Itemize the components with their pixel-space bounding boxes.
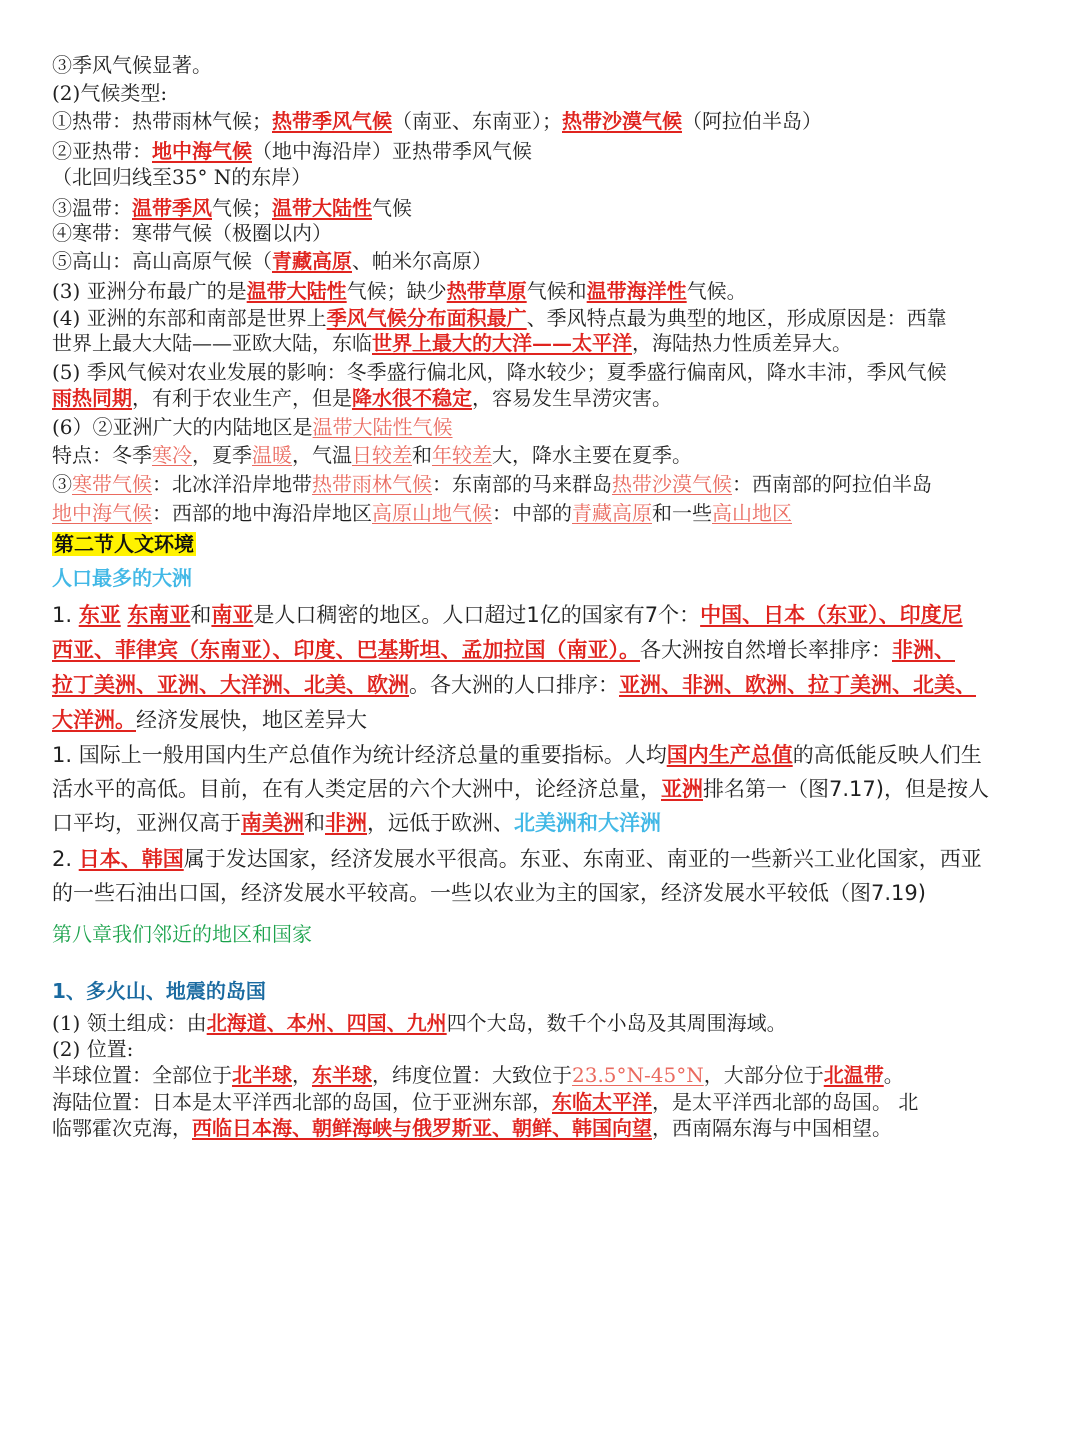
japan-line-5	[52, 1115, 892, 1141]
text: (5) 季风气候对农业发展的影响：冬季盛行偏北风，降水较少；夏季盛行偏南风，降水丰沛，季风气候	[52, 360, 947, 384]
text: ，是太平洋西北部的岛国。 北	[652, 1090, 919, 1114]
highlight: 23.5°N-45°N	[572, 1063, 704, 1087]
text: 。各大洲的人口排序：	[409, 673, 619, 697]
highlight: 南美洲	[241, 811, 304, 835]
highlight: 日较差	[352, 443, 412, 467]
climate-line-7	[52, 220, 332, 246]
highlight: 大洋洲。	[52, 708, 136, 732]
highlight: 东半球	[312, 1063, 372, 1087]
text: 世界上最大大陆——亚欧大陆，东临	[52, 331, 372, 355]
climate-line-8	[52, 248, 492, 274]
text: （南亚、东南亚）；	[392, 109, 562, 133]
text: 气候；	[212, 196, 272, 220]
text: 1.	[52, 603, 79, 627]
text: ，	[292, 1063, 312, 1087]
highlight: 寒冷	[152, 443, 192, 467]
climate-line-6	[52, 195, 412, 221]
highlight: 拉丁美洲、亚洲、大洋洲、北美、欧洲	[52, 673, 409, 697]
highlight: 季风气候分布面积最广	[326, 306, 527, 330]
highlight: 高山地区	[712, 501, 792, 525]
highlight: 南亚	[211, 603, 254, 627]
text: ：西部的地中海沿岸地区	[152, 501, 372, 525]
highlight: 青藏高原	[272, 249, 352, 273]
climate-line-5	[52, 164, 311, 190]
text: ④寒带：寒带气候（极圈以内）	[52, 221, 332, 245]
highlight: 高原山地气候	[372, 501, 492, 525]
climate-line-15	[52, 442, 692, 468]
text: 气候；缺少	[346, 279, 447, 303]
climate-line-1	[52, 52, 212, 78]
text: ，夏季	[192, 443, 252, 467]
highlight: 温带大陆性气候	[312, 415, 453, 439]
japan-line-1	[52, 1010, 787, 1036]
chapter-subtitle: 1、多火山、地震的岛国	[52, 979, 266, 1003]
climate-line-3	[52, 108, 822, 134]
text: （地中海沿岸）亚热带季风气候	[252, 139, 532, 163]
text: （北回归线至35° N的东岸）	[52, 165, 312, 189]
text: (6）②亚洲广大的内陆地区是	[52, 415, 313, 439]
text: 海陆位置：日本是太平洋西北部的岛国，位于亚洲东部，	[52, 1090, 552, 1114]
text: 的一些石油出口国，经济发展水平较高。一些以农业为主的国家，经济发展水平较低（图7.19)	[52, 881, 926, 905]
highlight: 热带季风气候	[272, 109, 392, 133]
highlight: 热带草原	[446, 279, 527, 303]
text: 和	[304, 811, 325, 835]
highlight: 青藏高原	[572, 501, 652, 525]
text: 和	[190, 603, 212, 627]
climate-line-12	[52, 359, 947, 385]
text: (1) 领土组成：由	[52, 1011, 207, 1035]
climate-line-14	[52, 414, 453, 440]
highlight: 中国、日本（东亚）、印度尼	[700, 603, 963, 627]
text: 和一些	[652, 501, 712, 525]
text: 四个大岛，数千个小岛及其周围海域。	[446, 1011, 787, 1035]
highlight: 温带季风	[132, 196, 212, 220]
climate-line-11	[52, 330, 852, 356]
highlight: 寒带气候	[72, 472, 152, 496]
economy-line-3	[52, 806, 661, 840]
highlight: 热带沙漠气候	[612, 472, 732, 496]
highlight-cyan: 北美洲和大洋洲	[514, 811, 661, 835]
text: 各大洲按自然增长率排序：	[640, 638, 892, 662]
climate-line-16	[52, 471, 932, 497]
text: 气候。	[686, 279, 747, 303]
text: 的高低能反映人们生	[792, 743, 982, 767]
text: 、帕米尔高原）	[352, 249, 492, 273]
section2-subtitle-line	[52, 565, 192, 591]
text: 半球位置：全部位于	[52, 1063, 232, 1087]
text: 和	[412, 443, 432, 467]
text: ：东南部的马来群岛	[432, 472, 612, 496]
chapter8-subtitle-line	[52, 977, 266, 1005]
text: ，有利于农业生产，但是	[132, 386, 352, 410]
japan-line-3	[52, 1062, 904, 1088]
text: 特点：冬季	[52, 443, 152, 467]
highlight: 热带沙漠气候	[562, 109, 682, 133]
highlight: 东南亚	[127, 603, 191, 627]
highlight: 温暖	[252, 443, 292, 467]
text: 1. 国际上一般用国内生产总值作为统计经济总量的重要指标。人均	[52, 743, 667, 767]
economy-line-4	[52, 842, 982, 876]
highlight: 日本、韩国	[78, 847, 184, 871]
text: （阿拉伯半岛）	[682, 109, 822, 133]
text: ：西南部的阿拉伯半岛	[732, 472, 932, 496]
text: ⑤高山：高山高原气候（	[52, 249, 272, 273]
chapter-title: 第八章我们邻近的地区和国家	[52, 922, 312, 946]
text: 活水平的高低。目前，在有人类定居的六个大洲中，论经济总量，	[52, 777, 661, 801]
text: ，纬度位置：大致位于	[372, 1063, 572, 1087]
highlight: 地中海气候	[152, 139, 252, 163]
economy-line-2	[52, 772, 989, 806]
text: 。	[883, 1063, 904, 1087]
highlight: 亚洲	[661, 777, 703, 801]
text: (3) 亚洲分布最广的是	[52, 279, 247, 303]
text: 临鄂霍次克海，	[52, 1116, 192, 1140]
highlight: 世界上最大的大洋——太平洋	[372, 331, 632, 355]
highlight: 温带大陆性	[246, 279, 347, 303]
text: ，气温	[292, 443, 352, 467]
japan-line-4	[52, 1089, 918, 1115]
text: 、季风特点最为典型的地区，形成原因是：西靠	[526, 306, 947, 330]
climate-line-2	[52, 80, 167, 106]
text: 气候和	[526, 279, 587, 303]
highlight: 降水很不稳定	[352, 386, 472, 410]
population-line-2	[52, 633, 955, 667]
text: 属于发达国家，经济发展水平很高。东亚、东南亚、南亚的一些新兴工业化国家，西亚	[183, 847, 982, 871]
section-subtitle: 人口最多的大洲	[52, 566, 192, 590]
text: 大，降水主要在夏季。	[492, 443, 692, 467]
climate-line-10	[52, 305, 947, 331]
text: ：中部的	[492, 501, 572, 525]
highlight: 地中海气候	[52, 501, 152, 525]
text: 2.	[52, 847, 79, 871]
text: ，西南隔东海与中国相望。	[652, 1116, 892, 1140]
highlight: 非洲、	[892, 638, 955, 662]
population-line-1	[52, 598, 963, 632]
text: ③温带：	[52, 196, 132, 220]
highlight: 西临日本海、朝鲜海峡与俄罗斯亚、朝鲜、韩国向望	[192, 1116, 652, 1140]
climate-line-4	[52, 138, 532, 164]
economy-line-5	[52, 876, 926, 910]
population-line-4	[52, 703, 367, 737]
climate-line-13	[52, 385, 672, 411]
highlight: 温带大陆性	[272, 196, 372, 220]
highlight: 雨热同期	[52, 386, 132, 410]
chapter8-title-line	[52, 920, 312, 948]
highlight: 东临太平洋	[552, 1090, 652, 1114]
highlight: 北半球	[232, 1063, 292, 1087]
text: ，大部分位于	[703, 1063, 824, 1087]
highlight: 温带海洋性	[586, 279, 687, 303]
highlight: 北海道、本州、四国、九州	[206, 1011, 447, 1035]
text: (2) 位置:	[52, 1037, 134, 1061]
text: ，远低于欧洲、	[367, 811, 514, 835]
text: ①热带：热带雨林气候；	[52, 109, 272, 133]
climate-line-9	[52, 278, 747, 304]
text: 气候	[372, 196, 412, 220]
text: ③	[52, 472, 72, 496]
highlight: 东亚	[78, 603, 121, 627]
section2-title-line	[52, 530, 196, 558]
highlight: 非洲	[325, 811, 367, 835]
highlight: 国内生产总值	[666, 743, 793, 767]
text: 口平均，亚洲仅高于	[52, 811, 241, 835]
text: ③季风气候显著。	[52, 53, 212, 77]
economy-line-1	[52, 738, 982, 772]
highlight: 热带雨林气候	[312, 472, 432, 496]
highlight: 亚洲、非洲、欧洲、拉丁美洲、北美、	[619, 673, 976, 697]
text: ，海陆热力性质差异大。	[632, 331, 852, 355]
text: (4) 亚洲的东部和南部是世界上	[52, 306, 327, 330]
text: ②亚热带：	[52, 139, 152, 163]
text: 排名第一（图7.17)，但是按人	[703, 777, 989, 801]
text: 是人口稠密的地区。人口超过1亿的国家有7个：	[253, 603, 701, 627]
population-line-3	[52, 668, 976, 702]
japan-line-2	[52, 1036, 133, 1062]
highlight: 西亚、菲律宾（东南亚）、印度、巴基斯坦、孟加拉国（南亚）。	[52, 638, 640, 662]
climate-line-17	[52, 500, 792, 526]
text: 经济发展快，地区差异大	[136, 708, 367, 732]
text: (2)气候类型:	[52, 81, 168, 105]
highlight: 年较差	[432, 443, 492, 467]
text: ，容易发生旱涝灾害。	[472, 386, 672, 410]
section-title: 第二节人文环境	[54, 532, 194, 556]
text: ：北冰洋沿岸地带	[152, 472, 312, 496]
highlight: 北温带	[823, 1063, 884, 1087]
